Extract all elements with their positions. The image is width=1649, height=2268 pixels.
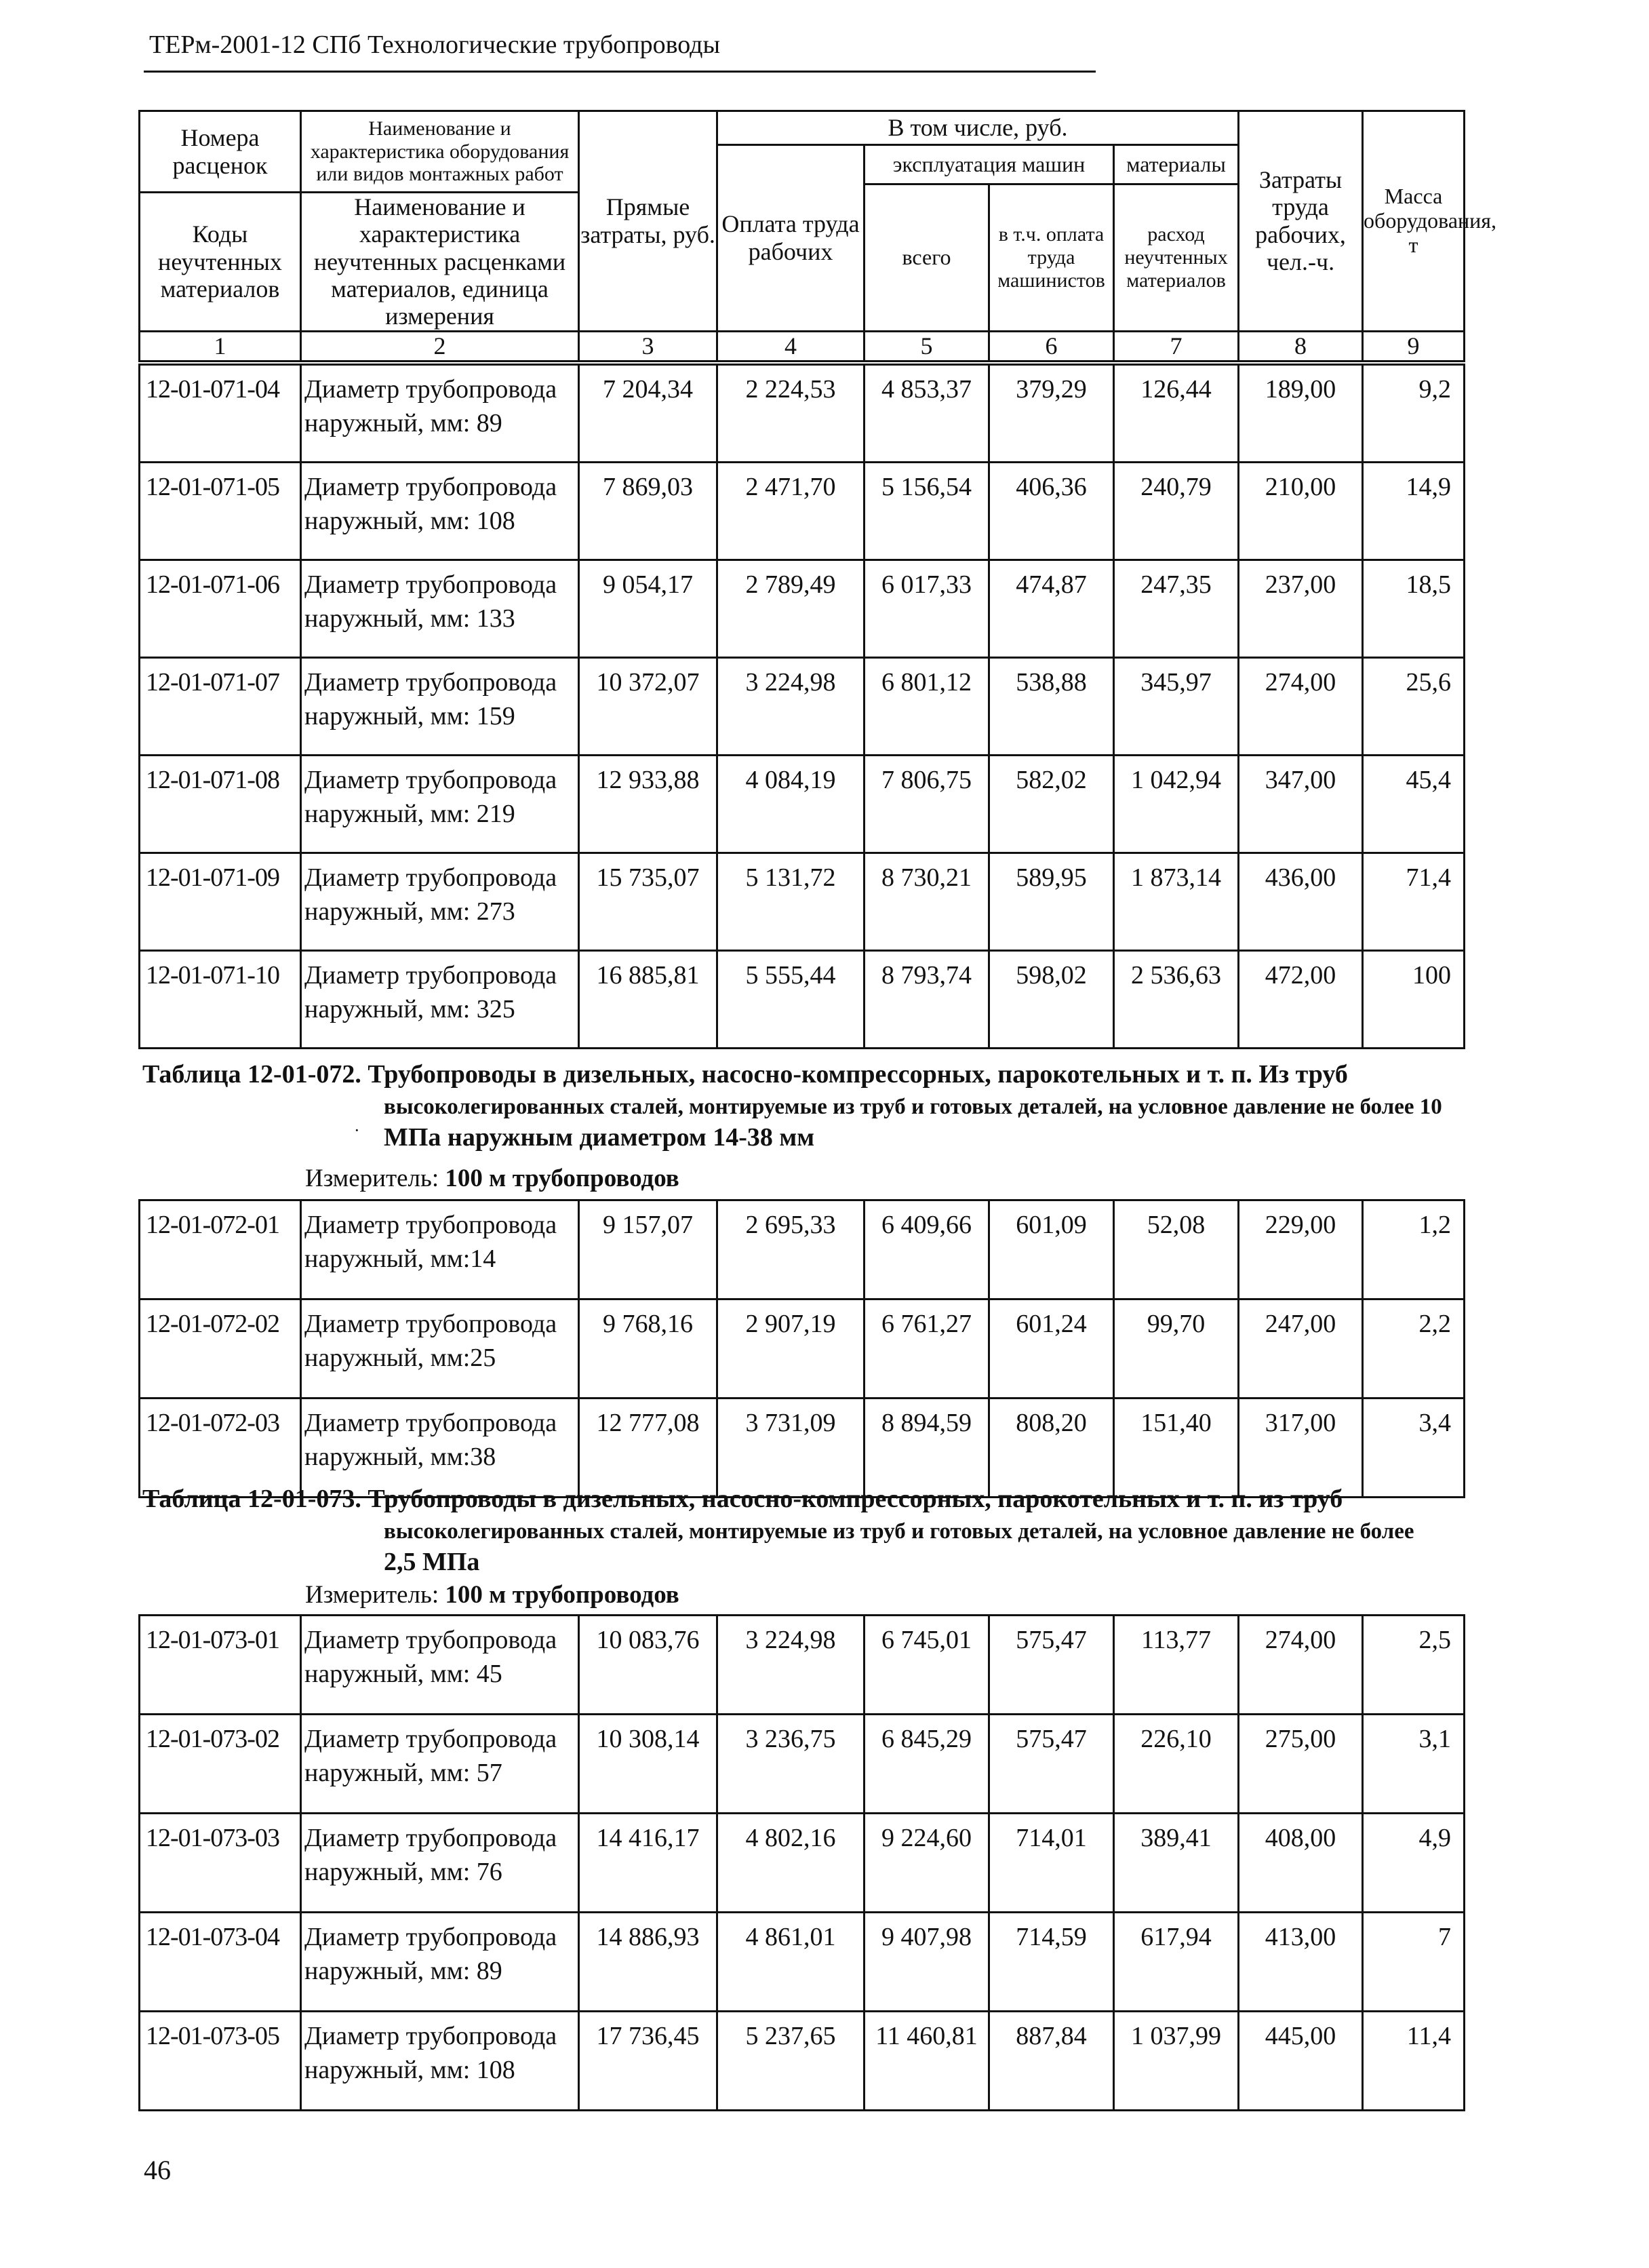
labor-pay-value: 2 695,33 bbox=[717, 1200, 865, 1299]
measure-value: 100 м трубопроводов bbox=[445, 1581, 679, 1609]
table-072-measure bbox=[305, 1164, 679, 1193]
table-row bbox=[140, 1715, 1465, 1814]
materials-value: 151,40 bbox=[1114, 1399, 1239, 1498]
rates-table-071 bbox=[138, 364, 1465, 1049]
labor-pay-value: 4 802,16 bbox=[717, 1814, 865, 1913]
table-row bbox=[140, 756, 1465, 853]
labor-hours-value: 247,00 bbox=[1239, 1299, 1363, 1399]
machinists-pay-value: 589,95 bbox=[989, 853, 1114, 951]
work-name: Диаметр трубопровода наружный, мм: 57 bbox=[301, 1715, 579, 1814]
table-072-caption bbox=[142, 1059, 1498, 1152]
table-row bbox=[140, 1299, 1465, 1399]
mass-value: 1,2 bbox=[1363, 1200, 1465, 1299]
labor-hours-value: 210,00 bbox=[1239, 463, 1363, 560]
rate-code: 12-01-071-04 bbox=[140, 365, 301, 463]
machinists-pay-value: 575,47 bbox=[989, 1616, 1114, 1715]
header-rule bbox=[144, 71, 1096, 73]
header-labor: Затраты труда рабочих, чел.-ч. bbox=[1239, 111, 1363, 332]
rate-code: 12-01-073-05 bbox=[140, 2012, 301, 2111]
table-073-measure bbox=[305, 1580, 679, 1609]
materials-value: 617,94 bbox=[1114, 1913, 1239, 2012]
labor-pay-value: 2 471,70 bbox=[717, 463, 865, 560]
materials-value: 389,41 bbox=[1114, 1814, 1239, 1913]
header-machines: эксплуатация машин bbox=[865, 145, 1114, 184]
header-labor-pay: Оплата труда рабочих bbox=[717, 145, 865, 332]
table-row bbox=[140, 560, 1465, 658]
col-number: 4 bbox=[717, 331, 865, 361]
rate-code: 12-01-072-01 bbox=[140, 1200, 301, 1299]
machines-total-value: 9 407,98 bbox=[865, 1913, 989, 2012]
rate-code: 12-01-073-03 bbox=[140, 1814, 301, 1913]
running-header: ТЕРм-2001-12 СПб Технологические трубопроводы bbox=[149, 31, 721, 59]
col-number: 1 bbox=[140, 331, 301, 361]
header-machines-total: всего bbox=[865, 184, 989, 332]
machines-total-value: 6 409,66 bbox=[865, 1200, 989, 1299]
work-name: Диаметр трубопровода наружный, мм: 325 bbox=[301, 951, 579, 1049]
machines-total-value: 7 806,75 bbox=[865, 756, 989, 853]
materials-value: 2 536,63 bbox=[1114, 951, 1239, 1049]
labor-pay-value: 2 224,53 bbox=[717, 365, 865, 463]
machinists-pay-value: 582,02 bbox=[989, 756, 1114, 853]
mass-value: 2,2 bbox=[1363, 1299, 1465, 1399]
materials-value: 99,70 bbox=[1114, 1299, 1239, 1399]
labor-pay-value: 3 731,09 bbox=[717, 1399, 865, 1498]
mass-value: 14,9 bbox=[1363, 463, 1465, 560]
rate-code: 12-01-071-05 bbox=[140, 463, 301, 560]
materials-value: 345,97 bbox=[1114, 658, 1239, 756]
table-073-caption-title: Таблица 12-01-073. Трубопроводы в дизельных, насосно-компрессорных, парокотельных и т. п. из труб bbox=[142, 1485, 1343, 1513]
header-materials-use: расход неучтенных материалов bbox=[1114, 184, 1239, 332]
machinists-pay-value: 714,01 bbox=[989, 1814, 1114, 1913]
labor-hours-value: 445,00 bbox=[1239, 2012, 1363, 2111]
materials-value: 247,35 bbox=[1114, 560, 1239, 658]
machinists-pay-value: 379,29 bbox=[989, 365, 1114, 463]
materials-value: 1 037,99 bbox=[1114, 2012, 1239, 2111]
rates-table-073 bbox=[138, 1614, 1465, 2111]
table-row bbox=[140, 853, 1465, 951]
direct-costs-value: 10 372,07 bbox=[579, 658, 717, 756]
work-name: Диаметр трубопровода наружный, мм: 273 bbox=[301, 853, 579, 951]
table-row bbox=[140, 1616, 1465, 1715]
direct-costs-value: 15 735,07 bbox=[579, 853, 717, 951]
machines-total-value: 8 894,59 bbox=[865, 1399, 989, 1498]
table-row bbox=[140, 1913, 1465, 2012]
col-number: 2 bbox=[301, 331, 579, 361]
direct-costs-value: 17 736,45 bbox=[579, 2012, 717, 2111]
labor-hours-value: 317,00 bbox=[1239, 1399, 1363, 1498]
mass-value: 25,6 bbox=[1363, 658, 1465, 756]
work-name: Диаметр трубопровода наружный, мм: 89 bbox=[301, 1913, 579, 2012]
materials-value: 240,79 bbox=[1114, 463, 1239, 560]
labor-hours-value: 347,00 bbox=[1239, 756, 1363, 853]
machines-total-value: 6 017,33 bbox=[865, 560, 989, 658]
work-name: Диаметр трубопровода наружный, мм: 159 bbox=[301, 658, 579, 756]
labor-hours-value: 408,00 bbox=[1239, 1814, 1363, 1913]
table-row bbox=[140, 463, 1465, 560]
rate-code: 12-01-072-03 bbox=[140, 1399, 301, 1498]
machines-total-value: 11 460,81 bbox=[865, 2012, 989, 2111]
header-name-bottom: Наименование и характеристика неучтенных расценками материалов, единица измерения bbox=[301, 193, 579, 332]
mass-value: 2,5 bbox=[1363, 1616, 1465, 1715]
table-072-caption-last: МПа наружным диаметром 14-38 мм bbox=[384, 1123, 815, 1152]
materials-value: 226,10 bbox=[1114, 1715, 1239, 1814]
materials-value: 113,77 bbox=[1114, 1616, 1239, 1715]
header-including: В том числе, руб. bbox=[717, 111, 1239, 145]
rate-code: 12-01-071-09 bbox=[140, 853, 301, 951]
col-number: 7 bbox=[1114, 331, 1239, 361]
rate-code: 12-01-072-02 bbox=[140, 1299, 301, 1399]
labor-pay-value: 5 237,65 bbox=[717, 2012, 865, 2111]
labor-hours-value: 237,00 bbox=[1239, 560, 1363, 658]
direct-costs-value: 12 777,08 bbox=[579, 1399, 717, 1498]
direct-costs-value: 7 869,03 bbox=[579, 463, 717, 560]
direct-costs-value: 9 054,17 bbox=[579, 560, 717, 658]
machines-total-value: 8 793,74 bbox=[865, 951, 989, 1049]
header-codes-top: Номера расценок bbox=[140, 111, 301, 193]
machines-total-value: 6 761,27 bbox=[865, 1299, 989, 1399]
work-name: Диаметр трубопровода наружный, мм:38 bbox=[301, 1399, 579, 1498]
labor-hours-value: 472,00 bbox=[1239, 951, 1363, 1049]
work-name: Диаметр трубопровода наружный, мм: 76 bbox=[301, 1814, 579, 1913]
work-name: Диаметр трубопровода наружный, мм: 89 bbox=[301, 365, 579, 463]
work-name: Диаметр трубопровода наружный, мм: 108 bbox=[301, 2012, 579, 2111]
machinists-pay-value: 887,84 bbox=[989, 2012, 1114, 2111]
mass-value: 3,1 bbox=[1363, 1715, 1465, 1814]
rate-code: 12-01-071-06 bbox=[140, 560, 301, 658]
work-name: Диаметр трубопровода наружный, мм: 133 bbox=[301, 560, 579, 658]
materials-value: 126,44 bbox=[1114, 365, 1239, 463]
machines-total-value: 9 224,60 bbox=[865, 1814, 989, 1913]
header-mass: Масса оборудования, т bbox=[1363, 111, 1465, 332]
mass-value: 11,4 bbox=[1363, 2012, 1465, 2111]
labor-hours-value: 436,00 bbox=[1239, 853, 1363, 951]
machines-total-value: 8 730,21 bbox=[865, 853, 989, 951]
materials-value: 52,08 bbox=[1114, 1200, 1239, 1299]
table-row bbox=[140, 1814, 1465, 1913]
table-073-caption bbox=[142, 1484, 1498, 1577]
labor-hours-value: 274,00 bbox=[1239, 658, 1363, 756]
machinists-pay-value: 808,20 bbox=[989, 1399, 1114, 1498]
mass-value: 100 bbox=[1363, 951, 1465, 1049]
measure-value: 100 м трубопроводов bbox=[445, 1165, 679, 1192]
rate-code: 12-01-073-04 bbox=[140, 1913, 301, 2012]
machines-total-value: 6 801,12 bbox=[865, 658, 989, 756]
materials-value: 1 873,14 bbox=[1114, 853, 1239, 951]
materials-value: 1 042,94 bbox=[1114, 756, 1239, 853]
labor-pay-value: 2 907,19 bbox=[717, 1299, 865, 1399]
mass-value: 45,4 bbox=[1363, 756, 1465, 853]
table-072-caption-body: высоколегированных сталей, монтируемые из труб и готовых деталей, на условное давление не более 10 bbox=[384, 1095, 1442, 1119]
labor-hours-value: 275,00 bbox=[1239, 1715, 1363, 1814]
rate-code: 12-01-073-01 bbox=[140, 1616, 301, 1715]
table-row bbox=[140, 951, 1465, 1049]
rates-table-072 bbox=[138, 1199, 1465, 1498]
direct-costs-value: 10 308,14 bbox=[579, 1715, 717, 1814]
direct-costs-value: 14 416,17 bbox=[579, 1814, 717, 1913]
machinists-pay-value: 575,47 bbox=[989, 1715, 1114, 1814]
work-name: Диаметр трубопровода наружный, мм:25 bbox=[301, 1299, 579, 1399]
col-number: 9 bbox=[1363, 331, 1465, 361]
table-row bbox=[140, 1399, 1465, 1498]
machines-total-value: 6 745,01 bbox=[865, 1616, 989, 1715]
table-row bbox=[140, 2012, 1465, 2111]
labor-pay-value: 3 224,98 bbox=[717, 658, 865, 756]
rate-code: 12-01-071-08 bbox=[140, 756, 301, 853]
machinists-pay-value: 538,88 bbox=[989, 658, 1114, 756]
mass-value: 18,5 bbox=[1363, 560, 1465, 658]
machinists-pay-value: 598,02 bbox=[989, 951, 1114, 1049]
labor-pay-value: 4 861,01 bbox=[717, 1913, 865, 2012]
labor-hours-value: 189,00 bbox=[1239, 365, 1363, 463]
mass-value: 3,4 bbox=[1363, 1399, 1465, 1498]
header-codes-bottom: Коды неучтенных материалов bbox=[140, 193, 301, 332]
table-row bbox=[140, 658, 1465, 756]
table-row bbox=[140, 365, 1465, 463]
page-number: 46 bbox=[144, 2155, 171, 2185]
direct-costs-value: 10 083,76 bbox=[579, 1616, 717, 1715]
col-number: 6 bbox=[989, 331, 1114, 361]
machinists-pay-value: 601,24 bbox=[989, 1299, 1114, 1399]
table-072-caption-title: Таблица 12-01-072. Трубопроводы в дизельных, насосно-компрессорных, парокотельных и т. п. Из труб bbox=[142, 1060, 1348, 1089]
rate-code: 12-01-073-02 bbox=[140, 1715, 301, 1814]
mass-value: 71,4 bbox=[1363, 853, 1465, 951]
labor-pay-value: 5 131,72 bbox=[717, 853, 865, 951]
work-name: Диаметр трубопровода наружный, мм: 108 bbox=[301, 463, 579, 560]
col-number: 8 bbox=[1239, 331, 1363, 361]
direct-costs-value: 16 885,81 bbox=[579, 951, 717, 1049]
header-machines-labor: в т.ч. оплата труда машинистов bbox=[989, 184, 1114, 332]
bullet-mark: · bbox=[354, 1120, 360, 1140]
table-073-caption-body: высоколегированных сталей, монтируемые из труб и готовых деталей, на условное давление не более bbox=[384, 1519, 1414, 1544]
direct-costs-value: 7 204,34 bbox=[579, 365, 717, 463]
labor-pay-value: 3 236,75 bbox=[717, 1715, 865, 1814]
direct-costs-value: 12 933,88 bbox=[579, 756, 717, 853]
labor-pay-value: 5 555,44 bbox=[717, 951, 865, 1049]
labor-pay-value: 3 224,98 bbox=[717, 1616, 865, 1715]
mass-value: 7 bbox=[1363, 1913, 1465, 2012]
machines-total-value: 5 156,54 bbox=[865, 463, 989, 560]
direct-costs-value: 14 886,93 bbox=[579, 1913, 717, 2012]
table-073-caption-last: 2,5 МПа bbox=[384, 1548, 480, 1576]
header-name-top: Наименование и характеристика оборудования или видов монтажных работ bbox=[301, 111, 579, 193]
col-number: 5 bbox=[865, 331, 989, 361]
labor-hours-value: 229,00 bbox=[1239, 1200, 1363, 1299]
machinists-pay-value: 406,36 bbox=[989, 463, 1114, 560]
column-header-table bbox=[138, 110, 1497, 362]
direct-costs-value: 9 768,16 bbox=[579, 1299, 717, 1399]
rate-code: 12-01-071-07 bbox=[140, 658, 301, 756]
labor-pay-value: 2 789,49 bbox=[717, 560, 865, 658]
measure-label: Измеритель: bbox=[305, 1581, 439, 1609]
work-name: Диаметр трубопровода наружный, мм: 219 bbox=[301, 756, 579, 853]
labor-hours-value: 274,00 bbox=[1239, 1616, 1363, 1715]
labor-pay-value: 4 084,19 bbox=[717, 756, 865, 853]
machines-total-value: 6 845,29 bbox=[865, 1715, 989, 1814]
labor-hours-value: 413,00 bbox=[1239, 1913, 1363, 2012]
col-number: 3 bbox=[579, 331, 717, 361]
machinists-pay-value: 474,87 bbox=[989, 560, 1114, 658]
machines-total-value: 4 853,37 bbox=[865, 365, 989, 463]
machinists-pay-value: 714,59 bbox=[989, 1913, 1114, 2012]
direct-costs-value: 9 157,07 bbox=[579, 1200, 717, 1299]
header-direct-costs: Прямые затраты, руб. bbox=[579, 111, 717, 332]
work-name: Диаметр трубопровода наружный, мм:14 bbox=[301, 1200, 579, 1299]
measure-label: Измеритель: bbox=[305, 1165, 439, 1192]
table-row bbox=[140, 1200, 1465, 1299]
header-materials: материалы bbox=[1114, 145, 1239, 184]
mass-value: 9,2 bbox=[1363, 365, 1465, 463]
machinists-pay-value: 601,09 bbox=[989, 1200, 1114, 1299]
work-name: Диаметр трубопровода наружный, мм: 45 bbox=[301, 1616, 579, 1715]
rate-code: 12-01-071-10 bbox=[140, 951, 301, 1049]
mass-value: 4,9 bbox=[1363, 1814, 1465, 1913]
